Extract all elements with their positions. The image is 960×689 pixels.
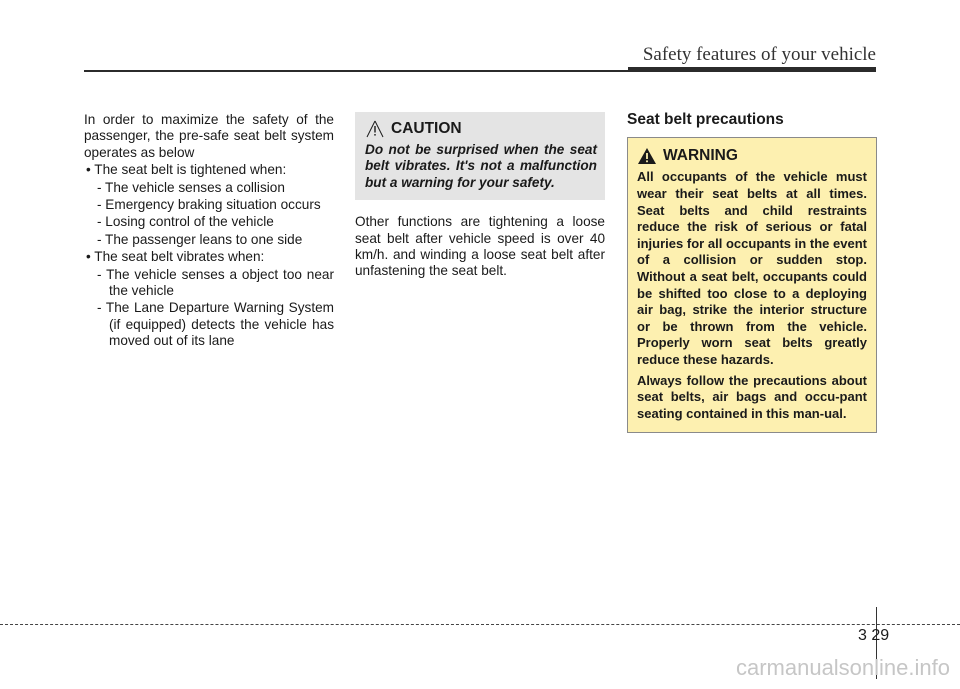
- list-item: - The vehicle senses a collision: [97, 179, 285, 195]
- warning-header: [637, 147, 867, 165]
- caution-box: [355, 112, 605, 200]
- seat-belt-precautions-heading: Seat belt precautions: [627, 111, 784, 128]
- list-item: - Emergency braking situation occurs: [97, 197, 321, 213]
- column-3: [627, 112, 877, 433]
- bullet-tightened: • The seat belt is tightened when:: [86, 162, 287, 178]
- caution-title: CAUTION: [391, 119, 462, 137]
- list-item: - The passenger leans to one side: [97, 231, 303, 247]
- list-item: - The Lane Departure Warning System (if equipped) detects the vehicle has moved out of its lane: [97, 300, 334, 349]
- warning-box: [627, 137, 877, 433]
- list-item: - Losing control of the vehicle: [97, 214, 274, 230]
- section-title: Safety features of your vehicle: [642, 44, 876, 65]
- caution-text: Do not be surprised when the seat belt vibrates. It's not a malfunction but a warning for your safety.: [365, 142, 597, 190]
- column-2: [355, 112, 605, 280]
- caution-header: [365, 120, 597, 138]
- warning-paragraph: Always follow the precautions about seat belts, air bags and occu-pant seating contained in this man-ual.: [637, 372, 867, 421]
- warning-title: WARNING: [663, 147, 738, 165]
- functions-paragraph: Other functions are tightening a loose seat belt after vehicle speed is over 40 km/h. and winding a loose seat belt after unfastening the seat belt.: [355, 214, 605, 279]
- bullet-vibrates: • The seat belt vibrates when:: [86, 249, 265, 265]
- list-item: - The vehicle senses a object too near the vehicle: [97, 266, 334, 299]
- header-rule-accent: [628, 67, 876, 72]
- caution-triangle-icon: [365, 120, 385, 138]
- intro-paragraph: In order to maximize the safety of the passenger, the pre-safe seat belt system operates as below: [84, 112, 334, 160]
- warning-triangle-icon: [637, 147, 657, 165]
- footer-rule: [0, 624, 960, 625]
- page-number: 3 29: [858, 627, 890, 644]
- column-1: [84, 112, 334, 350]
- watermark: carmanualsonline.info: [735, 655, 950, 680]
- warning-paragraph: All occupants of the vehicle must wear their seat belts at all times. Seat belts and child restraints reduce the risk of serious or fatal injuries for all occupants in the event of a collision or sudden stop. Without a seat belt, occupants could be shifted too close to a deploying air bag, strike the interior structure or be thrown from the vehicle. Properly worn seat belts greatly reduce these hazards.: [637, 169, 867, 367]
